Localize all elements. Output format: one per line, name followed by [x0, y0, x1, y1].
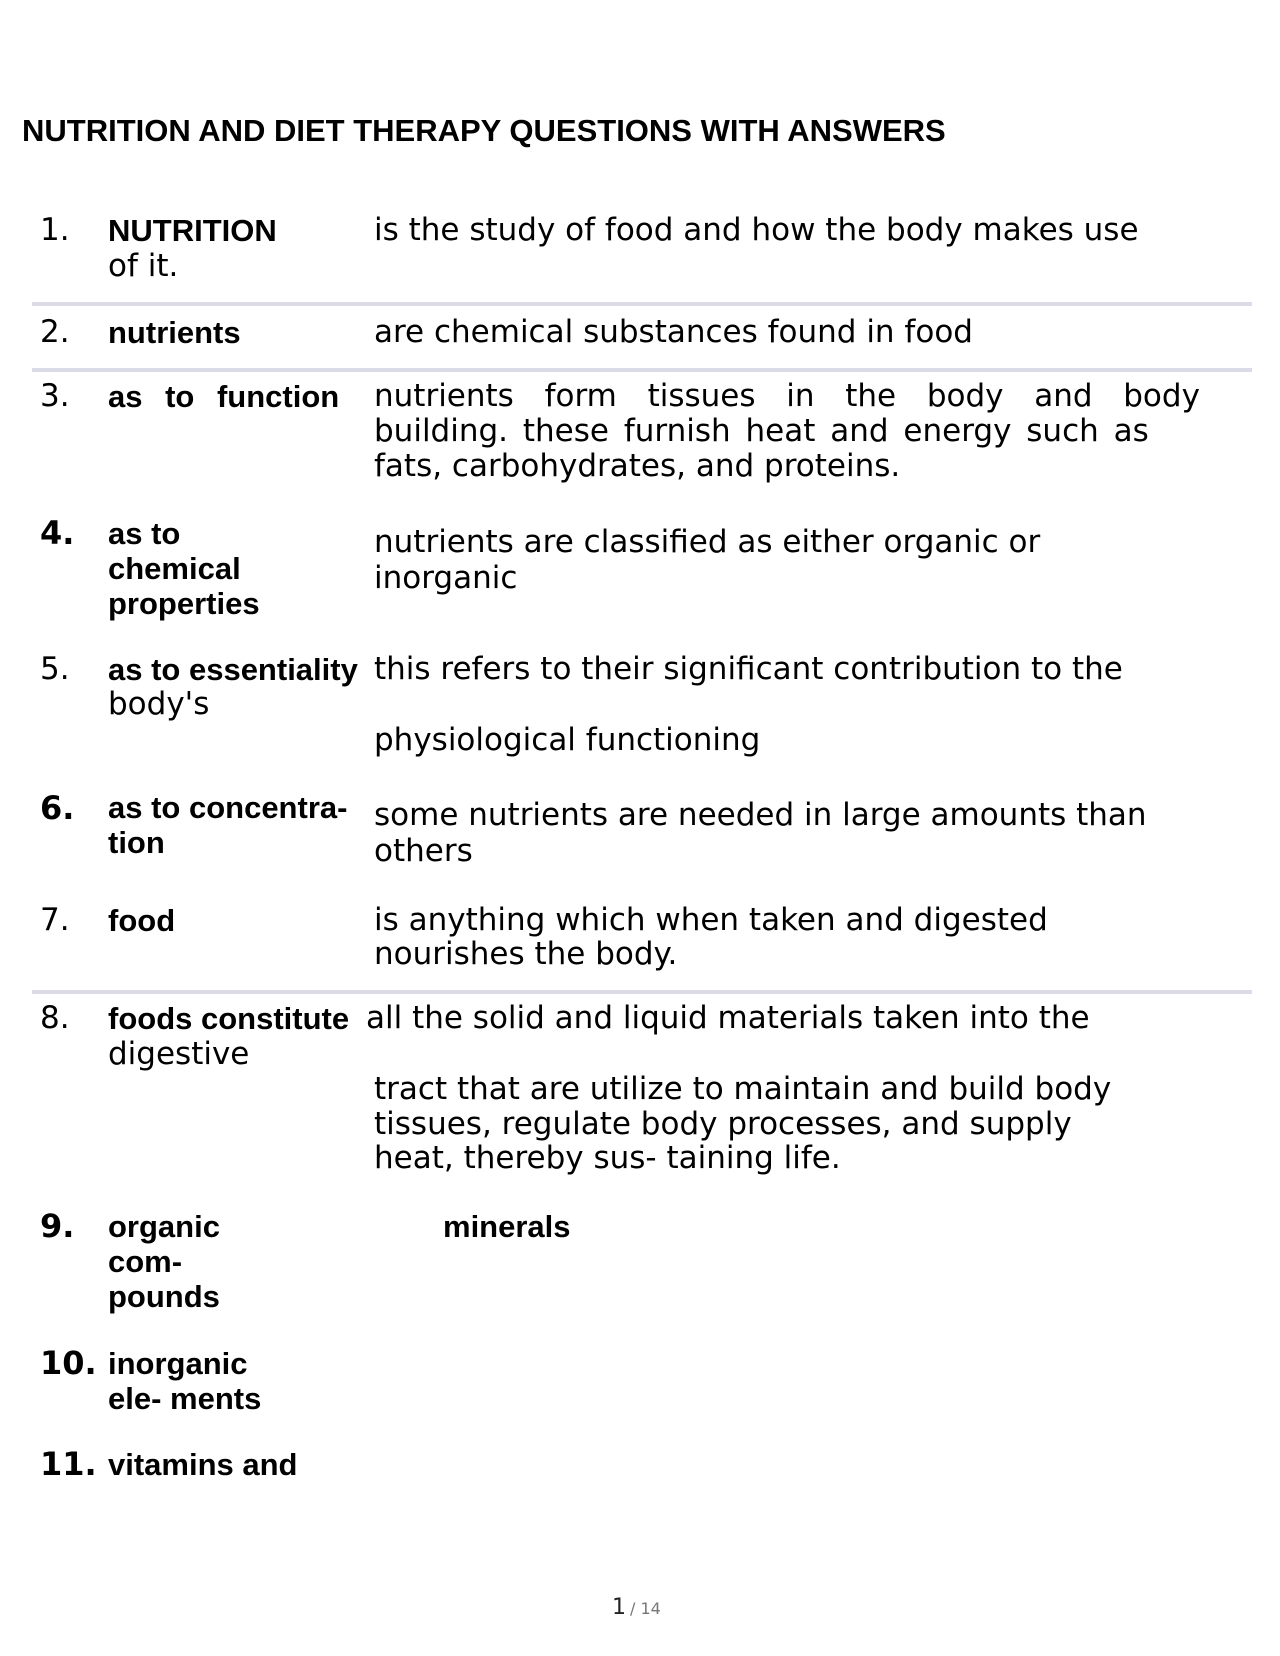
item-definition: is anything which when taken and digested — [374, 902, 1048, 938]
page-total: / 14 — [630, 1599, 661, 1618]
item-number: 11. — [40, 1445, 97, 1483]
item-number: 3. — [40, 378, 70, 414]
word: body — [926, 378, 1004, 414]
item-definition-line: heat, thereby sus- taining life. — [374, 1140, 841, 1176]
word: body — [1123, 378, 1200, 414]
item-definition-line: inorganic — [374, 560, 518, 596]
item-definition-line: building. these furnish heat and energy such as — [374, 413, 1149, 449]
item-term-line: tion — [108, 825, 165, 860]
item-definition-continued: body's — [108, 686, 210, 722]
item-definition-line: tissues, regulate body processes, and supply — [374, 1106, 1072, 1142]
item-definition: nutrients are classified as either organic or — [374, 524, 1041, 560]
item-definition: some nutrients are needed in large amounts than — [374, 797, 1147, 833]
item-term-line: ele- ments — [108, 1381, 262, 1416]
item-number: 7. — [40, 902, 70, 938]
item-definition: this refers to their significant contribution to the — [374, 651, 1123, 687]
item-term-line: as to — [108, 516, 181, 551]
word: form — [544, 378, 617, 414]
item-number: 10. — [40, 1344, 97, 1382]
item-term-line: properties — [108, 586, 260, 621]
item-number: 1. — [40, 212, 70, 248]
row-divider — [32, 990, 1252, 994]
item-term-line: as to concentra- — [108, 790, 348, 825]
item-definition-line: others — [374, 833, 473, 869]
word: tissues — [647, 378, 756, 414]
item-term-line: inorganic — [108, 1346, 248, 1381]
item-number: 9. — [40, 1207, 75, 1245]
item-term-line: pounds — [108, 1279, 220, 1314]
item-term: as to function — [108, 379, 340, 414]
word: and — [1034, 378, 1093, 414]
item-number: 6. — [40, 789, 75, 827]
item-number: 8. — [40, 1000, 70, 1036]
page-indicator — [612, 1595, 661, 1620]
item-term-line: chemical — [108, 551, 241, 586]
item-term: nutrients — [108, 315, 241, 350]
item-definition-continued: digestive — [108, 1036, 250, 1072]
item-definition-line: physiological functioning — [374, 722, 761, 758]
item-definition — [374, 378, 1200, 414]
item-definition-line: nourishes the body. — [374, 936, 678, 972]
item-definition-line — [374, 378, 1200, 414]
item-definition: all the solid and liquid materials taken into the — [366, 1000, 1090, 1036]
item-number: 4. — [40, 514, 75, 552]
item-definition-line: tract that are utilize to maintain and build body — [374, 1071, 1112, 1107]
word: in — [786, 378, 815, 414]
page-current: 1 — [612, 1595, 626, 1620]
row-divider — [32, 368, 1252, 372]
item-term: vitamins and — [108, 1447, 298, 1482]
item-number: 2. — [40, 314, 70, 350]
word: the — [845, 378, 897, 414]
item-term: food — [108, 903, 176, 938]
item-definition-continued: of it. — [108, 248, 179, 284]
item-side-label: minerals — [443, 1209, 571, 1244]
item-term-line: organic — [108, 1209, 220, 1244]
item-term: as to essentiality — [108, 652, 358, 687]
item-number: 5. — [40, 651, 70, 687]
page-title: NUTRITION AND DIET THERAPY QUESTIONS WITH ANSWERS — [22, 113, 946, 148]
word: nutrients — [374, 378, 514, 414]
row-divider — [32, 302, 1252, 306]
item-term: foods constitute — [108, 1001, 350, 1036]
item-term: NUTRITION — [108, 213, 277, 248]
item-term-line: com- — [108, 1244, 183, 1279]
item-definition: is the study of food and how the body makes use — [374, 212, 1139, 248]
item-definition: are chemical substances found in food — [374, 314, 973, 350]
item-definition-line: fats, carbohydrates, and proteins. — [374, 448, 901, 484]
